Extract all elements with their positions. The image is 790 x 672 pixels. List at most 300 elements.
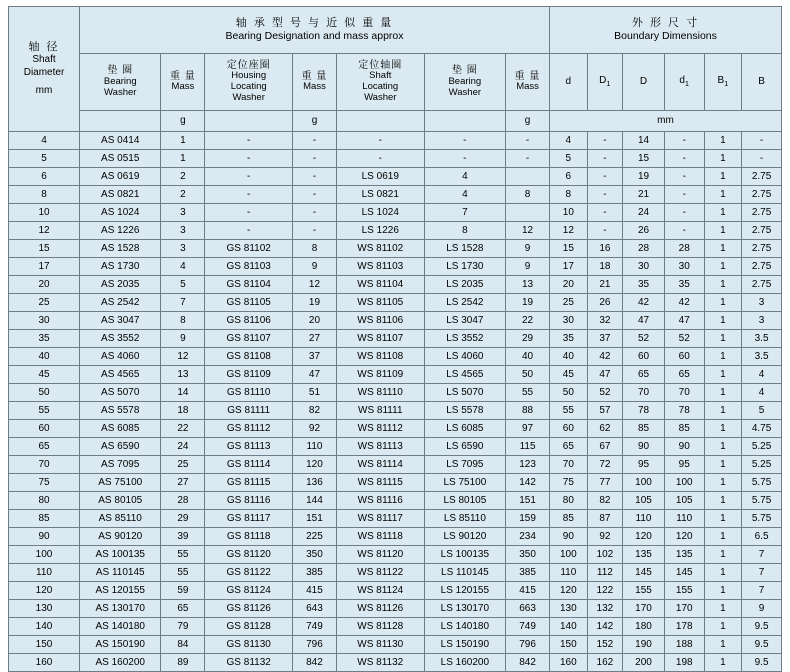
cell-mass-housing-locating-washer: - bbox=[293, 222, 337, 240]
cell-shaft-diameter: 6 bbox=[9, 168, 80, 186]
cell-shaft-locating-washer: WS 81117 bbox=[336, 510, 424, 528]
cell-dim-B: 5.75 bbox=[742, 474, 782, 492]
cell-dim-D1: 77 bbox=[587, 474, 623, 492]
cell-dim-D1: 67 bbox=[587, 438, 623, 456]
cell-dim-d1: 70 bbox=[664, 384, 704, 402]
cell-mass-bearing-washer: 55 bbox=[161, 564, 205, 582]
mass-3-cn: 重 量 bbox=[514, 70, 541, 82]
cell-dim-D1: 16 bbox=[587, 240, 623, 258]
cell-dim-d: 17 bbox=[550, 258, 588, 276]
cell-dim-D1: 122 bbox=[587, 582, 623, 600]
cell-bearing-washer-2: LS 120155 bbox=[424, 582, 505, 600]
cell-bearing-washer-2: - bbox=[424, 150, 505, 168]
cell-dim-d1: 47 bbox=[664, 312, 704, 330]
cell-mass-bearing-washer: 14 bbox=[161, 384, 205, 402]
cell-shaft-diameter: 30 bbox=[9, 312, 80, 330]
cell-dim-D1: 37 bbox=[587, 330, 623, 348]
cell-dim-B: 5 bbox=[742, 402, 782, 420]
cell-mass-bearing-washer-2: 749 bbox=[506, 618, 550, 636]
table-row bbox=[9, 456, 782, 474]
table-row bbox=[9, 150, 782, 168]
cell-mass-bearing-washer-2: 13 bbox=[506, 276, 550, 294]
cell-mass-bearing-washer: 84 bbox=[161, 636, 205, 654]
cell-bearing-washer: AS 1226 bbox=[80, 222, 161, 240]
table-row bbox=[9, 186, 782, 204]
header-dim-B: B bbox=[742, 54, 782, 111]
cell-bearing-washer-2: LS 150190 bbox=[424, 636, 505, 654]
table-header bbox=[9, 7, 782, 132]
cell-dim-d1: 105 bbox=[664, 492, 704, 510]
cell-bearing-washer: AS 7095 bbox=[80, 456, 161, 474]
unit-mass-3: g bbox=[506, 111, 550, 132]
cell-dim-d: 80 bbox=[550, 492, 588, 510]
cell-bearing-washer: AS 5070 bbox=[80, 384, 161, 402]
cell-mass-bearing-washer-2: 159 bbox=[506, 510, 550, 528]
table-row bbox=[9, 132, 782, 150]
table-row bbox=[9, 600, 782, 618]
shaft-locating-washer-en3: Washer bbox=[364, 92, 397, 104]
cell-bearing-washer: AS 0821 bbox=[80, 186, 161, 204]
cell-dim-B: 2.75 bbox=[742, 204, 782, 222]
cell-bearing-washer: AS 140180 bbox=[80, 618, 161, 636]
cell-bearing-washer-2: LS 2542 bbox=[424, 294, 505, 312]
cell-dim-D1: 42 bbox=[587, 348, 623, 366]
cell-mass-bearing-washer: 28 bbox=[161, 492, 205, 510]
cell-shaft-locating-washer: WS 81104 bbox=[336, 276, 424, 294]
cell-mass-bearing-washer-2: - bbox=[506, 150, 550, 168]
cell-mass-housing-locating-washer: 749 bbox=[293, 618, 337, 636]
cell-mass-bearing-washer: 13 bbox=[161, 366, 205, 384]
cell-mass-bearing-washer: 1 bbox=[161, 150, 205, 168]
cell-mass-bearing-washer-2: 385 bbox=[506, 564, 550, 582]
cell-dim-B1: 1 bbox=[704, 402, 742, 420]
cell-shaft-locating-washer: LS 0821 bbox=[336, 186, 424, 204]
cell-mass-bearing-washer-2: 151 bbox=[506, 492, 550, 510]
cell-shaft-diameter: 17 bbox=[9, 258, 80, 276]
header-designation-group bbox=[80, 7, 550, 54]
cell-dim-d: 50 bbox=[550, 384, 588, 402]
cell-mass-housing-locating-washer: - bbox=[293, 132, 337, 150]
header-boundary-group bbox=[550, 7, 782, 54]
header-mass-2 bbox=[293, 54, 337, 111]
bearing-washer-2-en2: Washer bbox=[448, 86, 482, 98]
cell-housing-locating-washer: GS 81130 bbox=[205, 636, 293, 654]
housing-locating-washer-en3: Washer bbox=[232, 92, 265, 104]
header-unit-row bbox=[9, 111, 782, 132]
cell-dim-D1: - bbox=[587, 168, 623, 186]
cell-dim-B: 2.75 bbox=[742, 276, 782, 294]
cell-dim-D1: 87 bbox=[587, 510, 623, 528]
cell-shaft-diameter: 110 bbox=[9, 564, 80, 582]
cell-dim-d1: 110 bbox=[664, 510, 704, 528]
cell-bearing-washer: AS 2035 bbox=[80, 276, 161, 294]
cell-mass-bearing-washer: 25 bbox=[161, 456, 205, 474]
cell-dim-B1: 1 bbox=[704, 420, 742, 438]
cell-dim-D1: 52 bbox=[587, 384, 623, 402]
cell-shaft-diameter: 120 bbox=[9, 582, 80, 600]
cell-bearing-washer-2: LS 1730 bbox=[424, 258, 505, 276]
cell-shaft-diameter: 8 bbox=[9, 186, 80, 204]
cell-mass-bearing-washer-2: 22 bbox=[506, 312, 550, 330]
cell-housing-locating-washer: GS 81107 bbox=[205, 330, 293, 348]
cell-mass-housing-locating-washer: 51 bbox=[293, 384, 337, 402]
cell-mass-bearing-washer: 65 bbox=[161, 600, 205, 618]
cell-shaft-locating-washer: WS 81113 bbox=[336, 438, 424, 456]
cell-mass-housing-locating-washer: 47 bbox=[293, 366, 337, 384]
cell-dim-B1: 1 bbox=[704, 186, 742, 204]
cell-housing-locating-washer: - bbox=[205, 204, 293, 222]
cell-bearing-washer: AS 6085 bbox=[80, 420, 161, 438]
table-row bbox=[9, 618, 782, 636]
header-housing-locating-washer bbox=[205, 54, 293, 111]
cell-shaft-diameter: 100 bbox=[9, 546, 80, 564]
cell-dim-D: 95 bbox=[623, 456, 665, 474]
cell-bearing-washer-2: LS 80105 bbox=[424, 492, 505, 510]
cell-dim-d1: 60 bbox=[664, 348, 704, 366]
cell-housing-locating-washer: - bbox=[205, 168, 293, 186]
cell-dim-B: 9.5 bbox=[742, 654, 782, 672]
cell-dim-d: 6 bbox=[550, 168, 588, 186]
table-row bbox=[9, 222, 782, 240]
cell-mass-housing-locating-washer: - bbox=[293, 186, 337, 204]
table-row bbox=[9, 312, 782, 330]
cell-dim-D: 100 bbox=[623, 474, 665, 492]
cell-shaft-locating-washer: WS 81114 bbox=[336, 456, 424, 474]
cell-dim-d: 75 bbox=[550, 474, 588, 492]
cell-dim-B: 5.25 bbox=[742, 456, 782, 474]
cell-bearing-washer: AS 150190 bbox=[80, 636, 161, 654]
cell-housing-locating-washer: GS 81122 bbox=[205, 564, 293, 582]
cell-dim-d1: 135 bbox=[664, 546, 704, 564]
cell-mass-bearing-washer-2: 88 bbox=[506, 402, 550, 420]
cell-bearing-washer-2: 4 bbox=[424, 186, 505, 204]
header-mass-1 bbox=[161, 54, 205, 111]
cell-dim-B: 2.75 bbox=[742, 168, 782, 186]
mass-3-en: Mass bbox=[516, 81, 539, 93]
table-row bbox=[9, 402, 782, 420]
cell-shaft-locating-washer: WS 81118 bbox=[336, 528, 424, 546]
table-row bbox=[9, 564, 782, 582]
cell-dim-D1: 102 bbox=[587, 546, 623, 564]
cell-dim-D1: 112 bbox=[587, 564, 623, 582]
cell-shaft-locating-washer: WS 81108 bbox=[336, 348, 424, 366]
cell-housing-locating-washer: GS 81110 bbox=[205, 384, 293, 402]
cell-dim-d1: - bbox=[664, 204, 704, 222]
cell-bearing-washer: AS 4060 bbox=[80, 348, 161, 366]
cell-mass-bearing-washer: 12 bbox=[161, 348, 205, 366]
cell-shaft-locating-washer: - bbox=[336, 150, 424, 168]
cell-dim-B: 9.5 bbox=[742, 636, 782, 654]
cell-bearing-washer-2: LS 5070 bbox=[424, 384, 505, 402]
cell-mass-bearing-washer: 8 bbox=[161, 312, 205, 330]
cell-shaft-diameter: 130 bbox=[9, 600, 80, 618]
cell-dim-d1: 145 bbox=[664, 564, 704, 582]
shaft-diameter-cn: 轴 径 bbox=[28, 41, 60, 54]
cell-mass-bearing-washer-2 bbox=[506, 204, 550, 222]
cell-dim-B1: 1 bbox=[704, 618, 742, 636]
cell-bearing-washer-2: LS 130170 bbox=[424, 600, 505, 618]
cell-bearing-washer: AS 80105 bbox=[80, 492, 161, 510]
cell-shaft-diameter: 85 bbox=[9, 510, 80, 528]
cell-dim-B: 3 bbox=[742, 294, 782, 312]
cell-dim-B1: 1 bbox=[704, 546, 742, 564]
cell-dim-d: 8 bbox=[550, 186, 588, 204]
cell-dim-d1: 155 bbox=[664, 582, 704, 600]
cell-dim-d: 160 bbox=[550, 654, 588, 672]
cell-dim-D1: - bbox=[587, 222, 623, 240]
cell-bearing-washer: AS 3047 bbox=[80, 312, 161, 330]
cell-housing-locating-washer: GS 81105 bbox=[205, 294, 293, 312]
cell-shaft-locating-washer: WS 81111 bbox=[336, 402, 424, 420]
cell-dim-B: 7 bbox=[742, 546, 782, 564]
cell-mass-housing-locating-washer: 385 bbox=[293, 564, 337, 582]
cell-shaft-diameter: 60 bbox=[9, 420, 80, 438]
unit-mass-2: g bbox=[293, 111, 337, 132]
cell-shaft-locating-washer: WS 81112 bbox=[336, 420, 424, 438]
cell-dim-B1: 1 bbox=[704, 582, 742, 600]
cell-dim-d: 10 bbox=[550, 204, 588, 222]
cell-dim-D1: 152 bbox=[587, 636, 623, 654]
designation-group-cn: 轴 承 型 号 与 近 似 重 量 bbox=[235, 16, 394, 29]
cell-bearing-washer: AS 100135 bbox=[80, 546, 161, 564]
cell-shaft-diameter: 25 bbox=[9, 294, 80, 312]
cell-mass-bearing-washer-2: 350 bbox=[506, 546, 550, 564]
designation-group-en: Bearing Designation and mass approx bbox=[225, 30, 404, 43]
cell-dim-D1: 132 bbox=[587, 600, 623, 618]
cell-dim-B: 5.75 bbox=[742, 492, 782, 510]
cell-mass-bearing-washer: 2 bbox=[161, 186, 205, 204]
cell-mass-bearing-washer-2: 19 bbox=[506, 294, 550, 312]
cell-dim-D: 135 bbox=[623, 546, 665, 564]
cell-dim-D: 65 bbox=[623, 366, 665, 384]
table-row bbox=[9, 546, 782, 564]
table-row bbox=[9, 168, 782, 186]
cell-dim-d: 65 bbox=[550, 438, 588, 456]
cell-dim-B: 7 bbox=[742, 582, 782, 600]
cell-dim-B1: 1 bbox=[704, 456, 742, 474]
cell-dim-D: 110 bbox=[623, 510, 665, 528]
cell-dim-D: 70 bbox=[623, 384, 665, 402]
cell-dim-D: 19 bbox=[623, 168, 665, 186]
cell-mass-bearing-washer-2: 796 bbox=[506, 636, 550, 654]
shaft-locating-washer-cn: 定位轴圈 bbox=[358, 60, 403, 72]
cell-mass-housing-locating-washer: 92 bbox=[293, 420, 337, 438]
cell-mass-housing-locating-washer: 151 bbox=[293, 510, 337, 528]
cell-dim-d: 100 bbox=[550, 546, 588, 564]
cell-mass-housing-locating-washer: 37 bbox=[293, 348, 337, 366]
cell-dim-D: 155 bbox=[623, 582, 665, 600]
cell-dim-B: - bbox=[742, 132, 782, 150]
cell-dim-d1: 35 bbox=[664, 276, 704, 294]
cell-dim-B1: 1 bbox=[704, 240, 742, 258]
cell-shaft-diameter: 65 bbox=[9, 438, 80, 456]
cell-shaft-locating-washer: WS 81106 bbox=[336, 312, 424, 330]
cell-mass-bearing-washer-2: 123 bbox=[506, 456, 550, 474]
cell-bearing-washer-2: LS 4565 bbox=[424, 366, 505, 384]
table-row bbox=[9, 204, 782, 222]
cell-housing-locating-washer: GS 81111 bbox=[205, 402, 293, 420]
cell-mass-bearing-washer-2: 234 bbox=[506, 528, 550, 546]
cell-mass-bearing-washer: 3 bbox=[161, 222, 205, 240]
housing-locating-washer-en1: Housing bbox=[231, 70, 267, 82]
cell-bearing-washer-2: 4 bbox=[424, 168, 505, 186]
cell-bearing-washer-2: 7 bbox=[424, 204, 505, 222]
cell-shaft-diameter: 40 bbox=[9, 348, 80, 366]
header-mass-3 bbox=[506, 54, 550, 111]
cell-housing-locating-washer: - bbox=[205, 222, 293, 240]
cell-mass-bearing-washer: 2 bbox=[161, 168, 205, 186]
header-bearing-washer-1 bbox=[80, 54, 161, 111]
cell-mass-bearing-washer: 9 bbox=[161, 330, 205, 348]
cell-dim-D1: 62 bbox=[587, 420, 623, 438]
cell-mass-housing-locating-washer: 136 bbox=[293, 474, 337, 492]
cell-housing-locating-washer: GS 81112 bbox=[205, 420, 293, 438]
table-row bbox=[9, 438, 782, 456]
cell-dim-B1: 1 bbox=[704, 132, 742, 150]
cell-dim-B1: 1 bbox=[704, 510, 742, 528]
table-row bbox=[9, 582, 782, 600]
cell-shaft-locating-washer: WS 81105 bbox=[336, 294, 424, 312]
cell-shaft-locating-washer: WS 81122 bbox=[336, 564, 424, 582]
cell-dim-B1: 1 bbox=[704, 384, 742, 402]
cell-mass-bearing-washer: 18 bbox=[161, 402, 205, 420]
table-row bbox=[9, 654, 782, 672]
mass-1-cn: 重 量 bbox=[170, 70, 196, 82]
cell-mass-bearing-washer-2: 50 bbox=[506, 366, 550, 384]
cell-mass-housing-locating-washer: 82 bbox=[293, 402, 337, 420]
cell-dim-d: 45 bbox=[550, 366, 588, 384]
cell-dim-D1: 82 bbox=[587, 492, 623, 510]
cell-shaft-diameter: 35 bbox=[9, 330, 80, 348]
cell-bearing-washer: AS 2542 bbox=[80, 294, 161, 312]
cell-housing-locating-washer: GS 81118 bbox=[205, 528, 293, 546]
cell-dim-B1: 1 bbox=[704, 348, 742, 366]
cell-mass-bearing-washer-2: 842 bbox=[506, 654, 550, 672]
cell-dim-B1: 1 bbox=[704, 204, 742, 222]
cell-bearing-washer: AS 130170 bbox=[80, 600, 161, 618]
cell-mass-bearing-washer-2: 9 bbox=[506, 258, 550, 276]
cell-dim-B: 4 bbox=[742, 366, 782, 384]
cell-housing-locating-washer: GS 81109 bbox=[205, 366, 293, 384]
cell-housing-locating-washer: GS 81104 bbox=[205, 276, 293, 294]
cell-dim-d1: 65 bbox=[664, 366, 704, 384]
cell-mass-housing-locating-washer: 110 bbox=[293, 438, 337, 456]
cell-dim-D: 42 bbox=[623, 294, 665, 312]
boundary-group-en: Boundary Dimensions bbox=[614, 30, 717, 43]
cell-shaft-diameter: 45 bbox=[9, 366, 80, 384]
cell-dim-B: 5.25 bbox=[742, 438, 782, 456]
cell-dim-d1: 90 bbox=[664, 438, 704, 456]
cell-mass-housing-locating-washer: 27 bbox=[293, 330, 337, 348]
cell-dim-d: 90 bbox=[550, 528, 588, 546]
cell-bearing-washer-2: LS 3552 bbox=[424, 330, 505, 348]
cell-shaft-diameter: 20 bbox=[9, 276, 80, 294]
cell-mass-housing-locating-washer: 20 bbox=[293, 312, 337, 330]
cell-mass-bearing-washer: 39 bbox=[161, 528, 205, 546]
cell-dim-d: 4 bbox=[550, 132, 588, 150]
cell-shaft-locating-washer: WS 81130 bbox=[336, 636, 424, 654]
cell-mass-bearing-washer: 79 bbox=[161, 618, 205, 636]
cell-dim-B1: 1 bbox=[704, 258, 742, 276]
cell-mass-housing-locating-washer: 842 bbox=[293, 654, 337, 672]
cell-dim-B1: 1 bbox=[704, 366, 742, 384]
cell-dim-B: 4 bbox=[742, 384, 782, 402]
shaft-locating-washer-en2: Locating bbox=[362, 81, 399, 93]
cell-dim-d1: - bbox=[664, 222, 704, 240]
cell-dim-D: 30 bbox=[623, 258, 665, 276]
cell-dim-B1: 1 bbox=[704, 294, 742, 312]
cell-dim-B1: 1 bbox=[704, 654, 742, 672]
cell-mass-bearing-washer-2: 8 bbox=[506, 186, 550, 204]
cell-dim-d1: 78 bbox=[664, 402, 704, 420]
cell-mass-bearing-washer: 1 bbox=[161, 132, 205, 150]
cell-dim-D: 14 bbox=[623, 132, 665, 150]
cell-shaft-locating-washer: WS 81110 bbox=[336, 384, 424, 402]
cell-dim-d1: - bbox=[664, 168, 704, 186]
cell-housing-locating-washer: - bbox=[205, 150, 293, 168]
cell-bearing-washer: AS 85110 bbox=[80, 510, 161, 528]
cell-dim-d: 60 bbox=[550, 420, 588, 438]
cell-shaft-diameter: 140 bbox=[9, 618, 80, 636]
cell-mass-bearing-washer-2: 415 bbox=[506, 582, 550, 600]
header-shaft-diameter bbox=[9, 7, 80, 132]
cell-dim-d: 140 bbox=[550, 618, 588, 636]
cell-dim-D: 200 bbox=[623, 654, 665, 672]
cell-dim-D1: 57 bbox=[587, 402, 623, 420]
unit-boundary-dimensions: mm bbox=[550, 111, 782, 132]
cell-mass-housing-locating-washer: 19 bbox=[293, 294, 337, 312]
cell-housing-locating-washer: GS 81108 bbox=[205, 348, 293, 366]
cell-mass-housing-locating-washer: 144 bbox=[293, 492, 337, 510]
cell-bearing-washer: AS 1024 bbox=[80, 204, 161, 222]
table-row bbox=[9, 258, 782, 276]
cell-mass-housing-locating-washer: 796 bbox=[293, 636, 337, 654]
cell-dim-d: 20 bbox=[550, 276, 588, 294]
housing-locating-washer-cn: 定位座圈 bbox=[226, 60, 271, 72]
cell-dim-d1: 120 bbox=[664, 528, 704, 546]
cell-dim-d: 70 bbox=[550, 456, 588, 474]
cell-dim-d: 150 bbox=[550, 636, 588, 654]
cell-dim-D: 180 bbox=[623, 618, 665, 636]
cell-mass-bearing-washer-2: 40 bbox=[506, 348, 550, 366]
cell-dim-d: 85 bbox=[550, 510, 588, 528]
cell-bearing-washer-2: LS 90120 bbox=[424, 528, 505, 546]
cell-shaft-locating-washer: WS 81126 bbox=[336, 600, 424, 618]
cell-dim-B1: 1 bbox=[704, 150, 742, 168]
cell-dim-D: 105 bbox=[623, 492, 665, 510]
cell-shaft-locating-washer: - bbox=[336, 132, 424, 150]
table-row bbox=[9, 240, 782, 258]
cell-bearing-washer-2: LS 4060 bbox=[424, 348, 505, 366]
cell-dim-D1: 32 bbox=[587, 312, 623, 330]
cell-dim-d: 55 bbox=[550, 402, 588, 420]
cell-bearing-washer-2: LS 6085 bbox=[424, 420, 505, 438]
header-sub-row bbox=[9, 54, 782, 111]
cell-bearing-washer: AS 1730 bbox=[80, 258, 161, 276]
cell-dim-D1: - bbox=[587, 186, 623, 204]
cell-dim-D1: 142 bbox=[587, 618, 623, 636]
cell-housing-locating-washer: GS 81132 bbox=[205, 654, 293, 672]
table-body bbox=[9, 132, 782, 672]
cell-dim-D1: 18 bbox=[587, 258, 623, 276]
cell-mass-bearing-washer: 3 bbox=[161, 240, 205, 258]
cell-shaft-diameter: 15 bbox=[9, 240, 80, 258]
cell-housing-locating-washer: GS 81126 bbox=[205, 600, 293, 618]
cell-mass-bearing-washer: 4 bbox=[161, 258, 205, 276]
cell-bearing-washer: AS 110145 bbox=[80, 564, 161, 582]
cell-shaft-diameter: 70 bbox=[9, 456, 80, 474]
cell-dim-d1: 198 bbox=[664, 654, 704, 672]
